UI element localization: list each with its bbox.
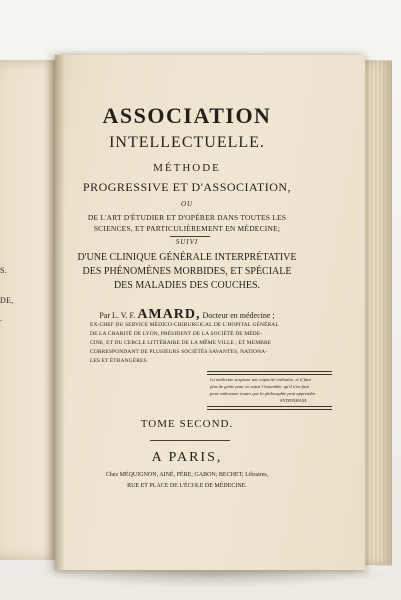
author-credential-line: LES ET ÉTRANGÈRES. [90,358,149,364]
author-credential-line: EX-CHEF DU SERVICE MÉDICO-CHIRURGICAL DE L'HOPITAL GÉNÉRAL [90,322,279,328]
author-suffix: Docteur en médecine ; [202,311,275,320]
author-credential-line: CINE, ET DU CERCLE LITTÉRAIRE DE LA MÊME VILLE ; ET MEMBRE [90,340,272,346]
subtitle-methode: MÉTHODE [153,162,221,174]
subtitle-line-5: D'UNE CLINIQUE GÉNÉRALE INTERPRÉTATIVE [77,252,297,263]
subtitle-line-6: DES PHÉNOMÈNES MORBIDES, ET SPÉCIALE [82,266,292,277]
divider [150,440,230,441]
quote-rule-top [207,371,332,375]
title-line-2: INTELLECTUELLE. [109,134,265,151]
quote-rule-bottom [207,406,332,410]
author-line [62,307,312,323]
imprint-address: RUE ET PLACE DE L'ÉCOLE DE MÉDECINE. [127,483,247,489]
author-credential-line: CORRESPONDANT DE PLUSIEURS SOCIÉTÉS SAVANTES, NATIONA- [90,349,268,355]
subtitle-line-4: SCIENCES, ET PARTICULIÈREMENT EN MÉDECINE; [93,224,281,233]
subtitle-ou: OU [180,200,194,208]
epigraph-line: pour embrasser toutes que la philosophie peut apprendre. [210,391,317,396]
epigraph-line: La médecine surpasse une capacité ordinaire, et il faut [210,377,311,382]
imprint-publishers: Chez MÉQUIGNON, AINÉ, PÈRE; GABON; BECHET; Libraires, [105,472,269,478]
epigraph-attribution: SYDENHAM. [280,398,308,403]
author-credential-line: DE LA CHARITÉ DE LYON, PRÉSIDENT DE LA SOCIÉTÉ DE MÉDE- [90,331,263,337]
author-name: AMARD, [137,307,201,322]
subtitle-suivi: SUIVI [175,238,199,246]
left-page-text: DE, [0,296,14,305]
epigraph-line: plus de génie pour en saisir l'ensemble, qu'il n'en faut [210,384,309,389]
tome-label: TOME SECOND. [140,418,234,430]
title-line-1: ASSOCIATION [102,103,272,128]
subtitle-line-7: DES MALADIES DES COUCHES. [113,280,261,291]
subtitle-progressive: PROGRESSIVE ET D'ASSOCIATION, [82,180,292,194]
imprint-city: A PARIS, [151,450,223,465]
author-prefix: Par L. V. F. [99,311,136,320]
left-page-text: . [0,314,3,323]
left-page [0,60,62,560]
divider [170,236,210,237]
subtitle-line-3: DE L'ART D'ÉTUDIER ET D'OPÉRER DANS TOUTES LES [87,213,287,222]
left-page-text: S. [0,266,8,275]
